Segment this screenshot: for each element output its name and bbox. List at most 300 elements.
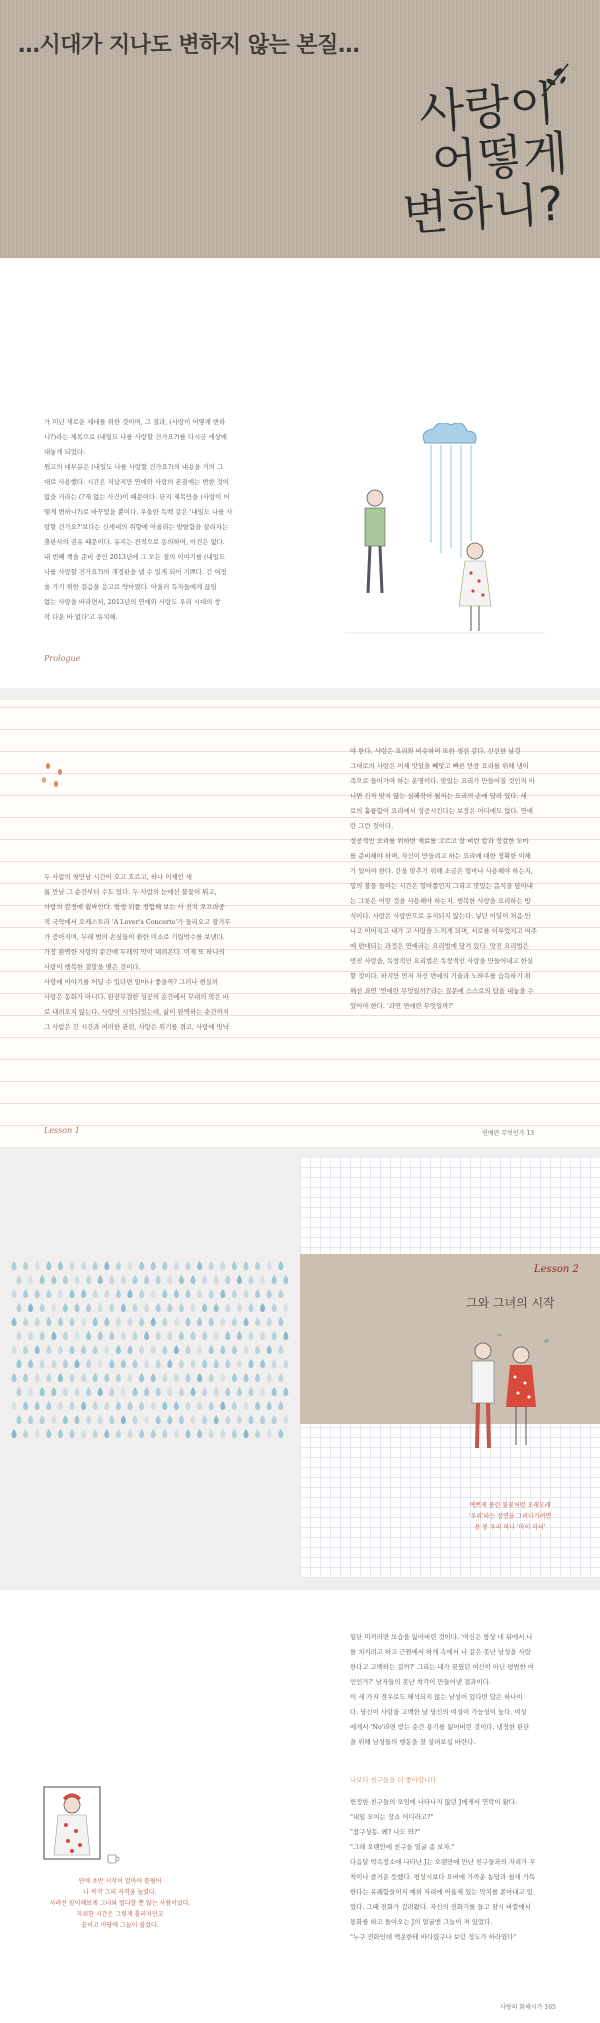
rain-drop [220,1261,225,1270]
rain-drop [98,1387,103,1396]
rain-drop [58,1317,63,1326]
lesson2-title: 그와 그녀의 시작 [466,1296,555,1310]
rain-drop [69,1373,74,1382]
rain-drop [272,1359,277,1368]
rain-drop [35,1261,40,1270]
rain-drop [35,1289,40,1298]
rain-drop [121,1303,126,1312]
rain-drop [144,1387,149,1396]
rain-drop [104,1401,109,1410]
falling-petals-icon [38,758,78,798]
rain-drop [243,1401,248,1410]
rain-drop [209,1429,214,1438]
rain-drop [35,1401,40,1410]
rain-drop [81,1317,86,1326]
rain-drop [132,1387,137,1396]
rain-drop [156,1303,161,1312]
rain-drop [156,1275,161,1284]
rain-drop [81,1429,86,1438]
rain-drop [81,1345,86,1354]
rain-drop [28,1303,33,1312]
rain-drop [232,1429,237,1438]
rain-drop [225,1275,230,1284]
rain-drop [116,1289,121,1298]
rain-drop [121,1359,126,1368]
rain-drop [121,1415,126,1424]
rain-drop [86,1331,91,1340]
rain-drop [248,1415,253,1424]
rain-drop [98,1359,103,1368]
rain-drop [16,1387,21,1396]
rain-drop [151,1373,156,1382]
rain-drop [197,1345,202,1354]
hero-title-line2: 어떻게 [430,126,570,191]
rain-drop [243,1429,248,1438]
rain-drop [272,1303,277,1312]
rain-drop [174,1429,179,1438]
rain-drop [260,1415,265,1424]
rain-drop [267,1289,272,1298]
rain-drop [144,1359,149,1368]
rain-drop [197,1289,202,1298]
rain-drop [51,1275,56,1284]
rain-drop [237,1359,242,1368]
rain-drop [267,1429,272,1438]
spread-lesson1 [0,700,600,1147]
rain-drop [35,1429,40,1438]
rain-drop [28,1415,33,1424]
rain-drop [255,1261,260,1270]
rain-drop [109,1303,114,1312]
rain-drop [23,1317,28,1326]
rain-drops-pattern [8,1258,293,1448]
rain-drop [16,1275,21,1284]
rain-drop [104,1317,109,1326]
rain-drop [167,1415,172,1424]
rain-drop [202,1331,207,1340]
rain-drop [185,1317,190,1326]
rain-drop [278,1373,283,1382]
rain-drop [98,1275,103,1284]
rain-drop [214,1275,219,1284]
rain-drop [127,1317,132,1326]
rain-drop [272,1415,277,1424]
lesson2-paragraph-bottom: 헌정한 친구들의 모임에 나타나지 않던 J에게서 연락이 왔다. "내일 모이는 장소 어디라고?" "참구성동. 왜? 나도 와?" "그래 오랜만에 친구들 얼굴 좀 보자." 다음달 약속장소에 나타난 J는 오랜만에 만난 친구들과의 자리가 무 척이나 즐거운 듯했다. 평상시보다 오버에 가까운 농담과 쉴새 가득 한다는 유쾌함들이지 예외 자리에 어울제 있는 막치를 쏟아내고 있 었다. 그때 전화가 걸려왔다. 자신의 전화기를 들고 잠시 바깥에서 통화를 하고 돌아오는 J의 얼굴엔 그늘이 져 있었다. "누구 전화인데 액운한테 바다렸구나 보던 정도가 하라였다" [350,1798,536,1941]
rain-drop [179,1275,184,1284]
rain-drop [35,1345,40,1354]
rain-drop [132,1331,137,1340]
rain-drop [174,1261,179,1270]
rain-drop [11,1345,16,1354]
rain-drop [86,1359,91,1368]
rain-drop [69,1261,74,1270]
rain-drop [202,1387,207,1396]
rain-drop [69,1401,74,1410]
rain-drop [109,1359,114,1368]
rain-drop [267,1345,272,1354]
rain-drop [144,1303,149,1312]
rain-drop [232,1261,237,1270]
rain-drop [104,1373,109,1382]
rain-drop [225,1359,230,1368]
rain-drop [139,1317,144,1326]
rain-drop [225,1415,230,1424]
rain-drop [197,1373,202,1382]
rain-drop [139,1261,144,1270]
rain-drop [127,1401,132,1410]
rain-drop [116,1373,121,1382]
rain-drop [278,1317,283,1326]
rain-drop [209,1261,214,1270]
coffee-cup-icon [106,1852,120,1864]
rain-drop [267,1317,272,1326]
rain-drop [16,1303,21,1312]
rain-drop [121,1275,126,1284]
rain-drop [225,1387,230,1396]
rain-drop [214,1359,219,1368]
rain-drop [81,1261,86,1270]
rain-drop [139,1345,144,1354]
rain-drop [151,1261,156,1270]
lesson1-footer-label: Lesson 1 [44,1126,80,1135]
rain-drop [267,1401,272,1410]
lesson1-paragraph-right: 야 한다. 사랑은 요리와 비슷하며 또한 생선 같다. 신선한 날것 그대로의 사랑은 이제 맛있을 빼앗고 빠른 만큼 요리를 위해 냉이 즉으로 들어가야 하는 운명이다. 맛있는 요리가 만들어질 것인지 아 니면 긴자 맞지 않는 실패작이 될지는 요리의 손에 달려 있다. 새 로의 훌륭함이 요리에서 성공시킨다는 보장은 어디에도 없다. 연애 란 그런 것이다. 성공적인 요리를 위하면 재료를 고르고 잘 벼린 칼과 정갈한 도마 를 준비해야 하며, 자신이 만들려고 하는 요리에 대한 정확한 이해 가 있어야 한다. 간을 맞추기 위해 소금은 얼마나 사용해야 하는지, 밀의 불을 들이는 시간은 얼마쯤인지 그리고 맛있는 음식을 담아내 는 그릇은 어떤 것을 사용해야 하는지. 행복한 사랑을 요리하는 방 식이다. 사랑은 사랑만으로 유지되지 않는다. 넣던 어딜이 처음 만 나고 이어지고 내가 고 사랑을 느끼게 되며, 서로를 이루었지고 여주 에 편대되는 과정은 연애라는 요리법에 담겨 있다. 맛진 요리법은 멋진 사랑을, 독창적인 요리법은 독창적인 사랑을 만들어내고 한실 할 것이다. 하지만 먼저 자신 면에의 기술과 노하우를 습득하기 위 해선 과연 '연애란 무엇일까?'라는 질문에 스스로의 답을 내놓을 수 있어야 한다. '과연 연애란 무엇일까?' [350,747,537,1010]
rain-drop [237,1303,242,1312]
rain-drop [40,1415,45,1424]
rain-drop [46,1345,51,1354]
rain-drop [202,1359,207,1368]
rain-drop [93,1317,98,1326]
woman-at-window-illustration [42,1785,102,1861]
rain-drop [225,1331,230,1340]
rain-drop [86,1303,91,1312]
rain-drop [214,1415,219,1424]
rain-drop [237,1331,242,1340]
rain-drop [51,1331,56,1340]
lesson2-title-panel [300,1254,600,1424]
rain-drop [260,1359,265,1368]
rain-drop [260,1387,265,1396]
rain-drop [46,1373,51,1382]
rain-drop [225,1303,230,1312]
rain-drop [11,1429,16,1438]
rain-drop [151,1289,156,1298]
rain-drop [179,1331,184,1340]
rain-drop [139,1373,144,1382]
lesson1-paragraph-left: 두 사람의 첫만남 시간이 오고 흐르고, 하나 이제인 새 롭 만남 그 순간부터 수도 있다. 두 사람의 눈에선 불꽃이 튀고, 사랑의 감정에 휩싸인다. 평생 되풀 경험해 보는 사 진지 오프라중 적 국악에서 오케스트라 'A Lover's Concerto'가 들리오고 잘가무 가 증아지며, 두래 범의 손실들이 환한 미소로 기립박수를 보낸다. 가장 완벽한 사랑의 순간에 두래의 막이 내려온다. 이제 또 하나의 사랑이 행복한 결말을 맺은 것이다. 사랑에 이야기를 어딜 수 있다면 얼마나 좋을까? 그러나 현실의 사랑은 동화가 아니다. 완전무결한 성공의 순간에서 무대의 막은 바 로 내려오지 않는다. 사랑이 시작되었는데, 삶이 완벽하는 순간까지 그 사람은 긴 시간과 여러한 관련, 사랑은 위기를 겪고, 사랑에 빗낙 [44,873,231,1031]
rain-drop [220,1317,225,1326]
rain-drop [93,1429,98,1438]
rain-drop [144,1415,149,1424]
rain-drop [51,1303,56,1312]
rain-drop [151,1401,156,1410]
rain-drop [74,1303,79,1312]
rain-drop [58,1373,63,1382]
rain-drop [151,1345,156,1354]
lesson1-page-number: 연애란 무엇인가 13 [482,1130,535,1137]
rain-drop [209,1317,214,1326]
rain-drop [69,1289,74,1298]
rain-drop [243,1289,248,1298]
rain-drop [28,1275,33,1284]
rain-drop [248,1331,253,1340]
rain-drop [127,1289,132,1298]
rain-drop [116,1317,121,1326]
rain-drop [209,1373,214,1382]
rain-drop [174,1373,179,1382]
rain-drop [255,1373,260,1382]
rain-drop [81,1373,86,1382]
rain-drop [179,1415,184,1424]
lesson2-caption-left: 연애 초반 시작이 얼마어 틀림어 나 복작 그의 자격을 높였다. 사려선 암이해보게 그녀와 멀다할 뿐 않는 사람이었다. 자쉬한 시간은 그렇게 흘러지던고 끝이고 마당에 그늘이 불었다. [49,1878,191,1929]
rain-drop [278,1401,283,1410]
rain-drop [35,1373,40,1382]
rain-drop [278,1261,283,1270]
rain-drop [116,1345,121,1354]
rain-drop [74,1275,79,1284]
rain-drop [283,1303,288,1312]
spread-lesson2-text [0,1590,600,2023]
rain-drop [243,1373,248,1382]
rain-drop [151,1429,156,1438]
prologue-paragraph: 가 미년 새로운 세대를 위한 것이며, 그 결과, (사랑이 어떻게 변하 니?)라는 제목으로 (내일도 나를 사랑할 건가요?)를 다시금 세상에 내놓게 되었다. 원고의 대부분은 (내일도 나를 사랑할 건가요?)의 내용을 거의 그 대로 사용했다. 시간은 지났지만 연애와 사랑의 본질에는 변한 것이 없을 거라는 (?게 없는 사건)이 때문이다. 단지 제목만을 (사랑이 어 떻게 변하니?)로 바꾸었을 뿐이다. 우울한 독백 같은 '내일도 나를 사 랑할 건가요?'보다는 신세대의 취향에 어울리는 발랄함을 살리자는 출판사의 권유 때문이다. 유지는 전적으로 동의하며, 이견은 없다. 내 번째 책을 준비 중인 2013년에 그 모든 절의 이야기를 (내일도 나를 사랑할 건가요?)의 개정판을 낼 수 있게 되어 기쁘다. 긴 여정 을 가기 위한 걸음을 응고로 약마였다. 아울러 독자들에게 끊임 없는 사랑을 바라면서, 2013년의 연애와 사랑도 우리 시대의 창 작 다운 바 없다'고 유치해. [44,418,233,621]
rain-drop [109,1331,114,1340]
rain-drop [248,1387,253,1396]
rain-drop [81,1401,86,1410]
rain-drop [40,1387,45,1396]
rain-drop [185,1401,190,1410]
rain-drop [63,1331,68,1340]
rain-drop [139,1401,144,1410]
rain-drop [109,1415,114,1424]
rain-drop [81,1289,86,1298]
rain-drop [185,1345,190,1354]
rain-drop [86,1275,91,1284]
rain-drop [63,1275,68,1284]
rain-drop [69,1317,74,1326]
rain-drop [63,1303,68,1312]
rain-drop [167,1303,172,1312]
rain-drop [255,1289,260,1298]
rain-drop [179,1359,184,1368]
rain-drop [51,1359,56,1368]
rain-drop [209,1345,214,1354]
rain-drop [162,1261,167,1270]
lesson2-label: Lesson 2 [534,1264,579,1275]
rain-drop [232,1289,237,1298]
rain-drop [260,1331,265,1340]
rain-drop [98,1415,103,1424]
rain-drop [272,1387,277,1396]
rain-drop [156,1359,161,1368]
rain-drop [46,1289,51,1298]
rain-drop [272,1275,277,1284]
rain-drop [28,1387,33,1396]
rain-drop [51,1387,56,1396]
rain-drop [255,1401,260,1410]
rain-drop [23,1401,28,1410]
lesson2-section-heading: 나보다 친구들을 더 좋아합니다 [350,1776,437,1784]
rain-drop [167,1331,172,1340]
rain-drop [197,1401,202,1410]
rain-drop [11,1289,16,1298]
rain-drop [16,1331,21,1340]
rain-drop [248,1275,253,1284]
rain-drop [156,1331,161,1340]
rain-drop [58,1401,63,1410]
rain-drop [220,1345,225,1354]
rain-drop [190,1359,195,1368]
rain-drop [11,1401,16,1410]
rain-drop [104,1289,109,1298]
rain-drop [278,1345,283,1354]
rain-drop [46,1429,51,1438]
rain-drop [162,1401,167,1410]
rain-drop [40,1303,45,1312]
rain-drop [63,1387,68,1396]
rain-drop [93,1345,98,1354]
rain-drop [185,1373,190,1382]
rain-drop [283,1415,288,1424]
rain-drop [11,1261,16,1270]
rain-drop [40,1275,45,1284]
rain-drop [243,1345,248,1354]
rain-drop [104,1345,109,1354]
rain-drop [220,1429,225,1438]
rain-drop [23,1345,28,1354]
rain-drop [156,1415,161,1424]
rain-drop [190,1331,195,1340]
rain-drop [255,1317,260,1326]
rain-drop [255,1345,260,1354]
rain-drop [46,1261,51,1270]
rain-drop [58,1261,63,1270]
rain-drop [51,1415,56,1424]
rain-drop [202,1275,207,1284]
rain-drop [139,1289,144,1298]
rain-drop [174,1289,179,1298]
rain-drop [40,1359,45,1368]
rain-drop [179,1387,184,1396]
rain-drop [46,1401,51,1410]
rain-drop [93,1373,98,1382]
rain-drop [260,1275,265,1284]
rain-drop [151,1317,156,1326]
rain-drop [121,1331,126,1340]
rain-drop [35,1317,40,1326]
rain-drop [46,1317,51,1326]
hero-title-line3: 변하니? [400,176,566,243]
spread-lesson2 [0,1158,600,1578]
rain-drop [132,1275,137,1284]
rain-drop [162,1345,167,1354]
couple-rain-cloud-illustration [345,423,545,683]
rain-drop [283,1275,288,1284]
rain-drop [74,1359,79,1368]
rain-drop [86,1415,91,1424]
lesson2-caption: 예쁘게 풀린 불꽃처럼 오래오래 '우리'라는 장면을 그려나가려면 용 봉 우리 하나 '마이 마녀' [468,1502,552,1531]
rain-drop [162,1317,167,1326]
rain-drop [127,1261,132,1270]
hero-title-line1: 사랑이 [417,76,557,141]
rain-drop [11,1373,16,1382]
rain-drop [248,1303,253,1312]
prologue-signature: Prologue [44,654,81,663]
rain-drop [74,1331,79,1340]
rain-drop [139,1429,144,1438]
rain-drop [116,1401,121,1410]
rain-drop [63,1415,68,1424]
rain-drop [132,1359,137,1368]
rain-drop [144,1331,149,1340]
rain-drop [132,1303,137,1312]
rain-drop [260,1303,265,1312]
rain-drop [267,1373,272,1382]
rain-drop [220,1401,225,1410]
rain-drop [174,1317,179,1326]
rain-drop [28,1331,33,1340]
rain-drop [93,1401,98,1410]
rain-drop [116,1261,121,1270]
spread-prologue [0,258,600,688]
rain-drop [98,1303,103,1312]
rain-drop [214,1387,219,1396]
rain-drop [220,1373,225,1382]
rain-drop [174,1345,179,1354]
rain-drop [197,1261,202,1270]
rain-drop [190,1415,195,1424]
rain-drop [58,1345,63,1354]
rain-drop [209,1289,214,1298]
rain-drop [127,1429,132,1438]
hero-banner [0,0,600,258]
rain-drop [202,1415,207,1424]
rain-drop [190,1303,195,1312]
rain-drop [167,1359,172,1368]
rain-drop [104,1261,109,1270]
rain-drop [74,1415,79,1424]
rain-drop [278,1429,283,1438]
lesson2-page-number: 사랑의 화해시가 165 [500,2004,556,2011]
rain-drop [69,1345,74,1354]
rain-drop [116,1429,121,1438]
rain-drop [162,1429,167,1438]
rain-drop [167,1387,172,1396]
couple-standing-illustration [455,1333,555,1463]
rain-drop [93,1289,98,1298]
rain-drop [144,1275,149,1284]
lesson2-paragraph-top: 일단 미끼러면 모습을 잃어버린 것이다. '여신은 항상 네 뒤에서 나 를 치키려고 하고 근원에서 하게 속에서 나 같은 못난 남성을 사랑 한다고 고백하는 걸까?' 그리는 내가 꿈꿨던 여신이 아닌 평범한 여 인인가?' 남자들의 못난 착각이 만들어낸 결과이다. 이 세 가지 경우로도 해석되지 않는 남성이 있다면 답은 하나이 다. 당신이 사랑을 고백한 날 당신의 여성이 가능성이 높다. 여성 에게서 'No'라면 받는 순간 용기를 잃어버린 것이다. 냉정한 판단 을 위해 남성들의 행동을 잘 살펴보십 바란다. [350,1633,534,1746]
rain-drop [232,1317,237,1326]
rain-drop [40,1331,45,1340]
rain-drop [86,1387,91,1396]
rain-drop [127,1345,132,1354]
rain-drop [121,1387,126,1396]
rain-drop [74,1387,79,1396]
rain-drop [23,1261,28,1270]
rain-drop [23,1289,28,1298]
rain-drop [23,1429,28,1438]
rain-drop [162,1289,167,1298]
rain-drop [16,1359,21,1368]
rain-drop [109,1275,114,1284]
rain-drop [232,1373,237,1382]
rain-drop [104,1429,109,1438]
rain-drop [185,1261,190,1270]
rain-drop [272,1331,277,1340]
rain-drop [156,1387,161,1396]
rain-drop [109,1387,114,1396]
